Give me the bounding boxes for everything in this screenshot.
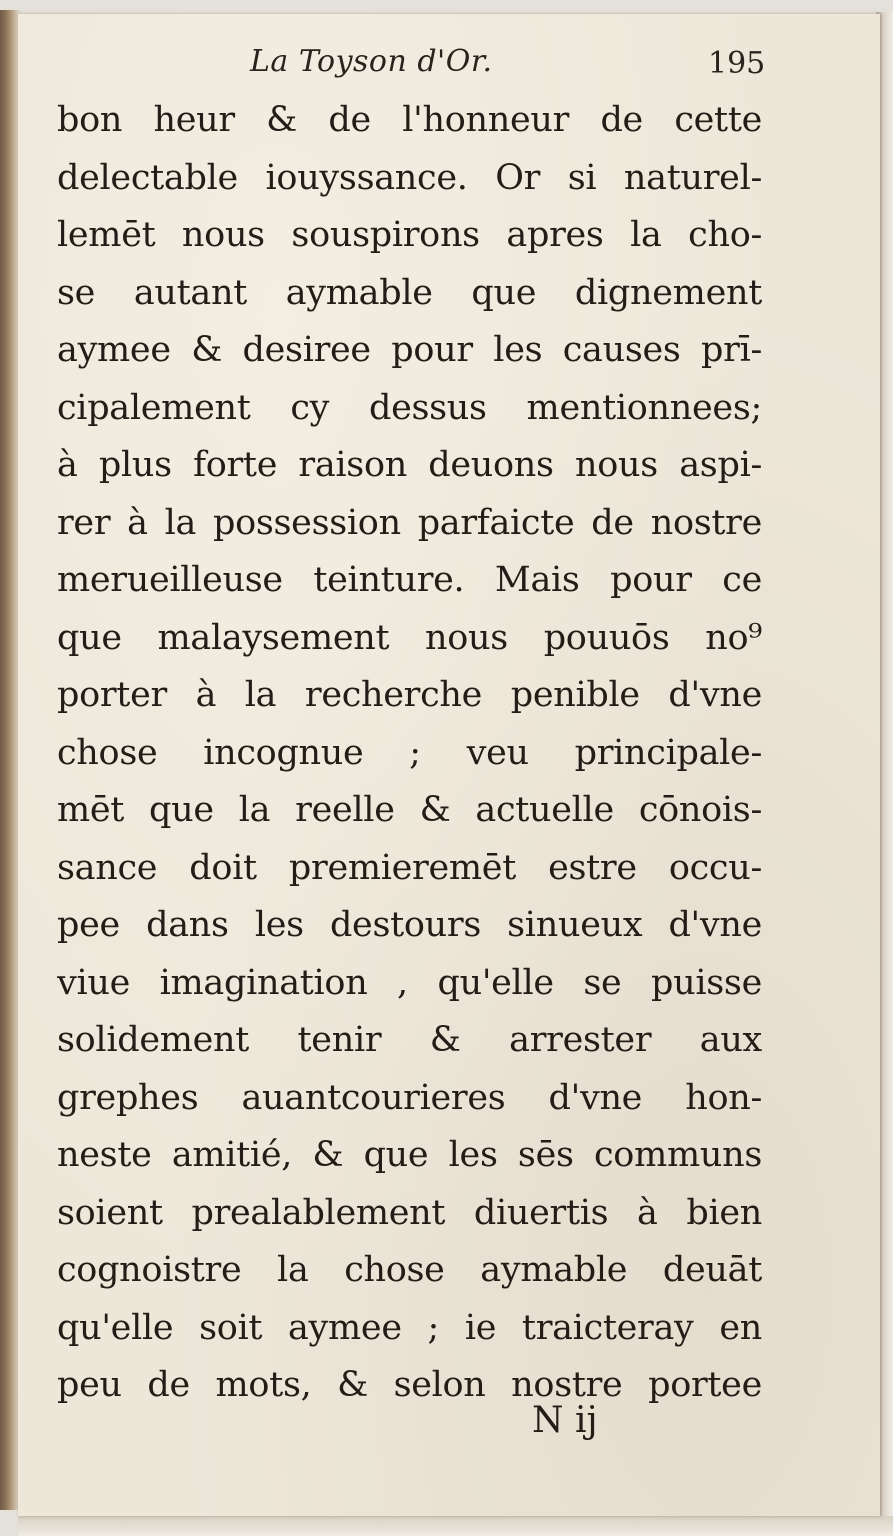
text-line: se autant aymable que dignement (57, 272, 762, 313)
text-line: pee dans les destours sinueux d'vne (57, 905, 762, 945)
page-number: 195 (708, 46, 766, 81)
text-line: que malaysement nous pouuōs no⁹ (57, 617, 762, 658)
text-line: rer à la possession parfaicte de nostre (57, 502, 762, 543)
signature-mark: N ij (532, 1400, 598, 1441)
text-line: sance doit premieremēt estre occu- (57, 847, 762, 888)
body-text (57, 92, 762, 1415)
text-line: lemēt nous souspirons apres la cho- (57, 215, 762, 255)
page-bottom-edge (18, 1516, 893, 1536)
text-line: mēt que la reelle & actuelle cōnois- (57, 790, 762, 830)
text-line: neste amitié, & que les sēs communs (57, 1135, 762, 1175)
text-line: soient prealablement diuertis à bien (57, 1192, 762, 1233)
text-line: grephes auantcourieres d'vne hon- (57, 1077, 762, 1118)
text-line: aymee & desiree pour les causes prī- (57, 330, 762, 370)
text-line: porter à la recherche penible d'vne (57, 675, 762, 715)
text-line: bon heur & de l'honneur de cette (57, 100, 762, 140)
running-head: La Toyson d'Or. (250, 44, 493, 79)
text-line: merueilleuse teinture. Mais pour ce (57, 560, 762, 600)
text-line: cipalement cy dessus mentionnees; (57, 387, 762, 428)
text-line: solidement tenir & arrester aux (57, 1020, 762, 1060)
text-line: viue imagination , qu'elle se puisse (57, 962, 762, 1003)
text-line: cognoistre la chose aymable deuāt (57, 1250, 762, 1290)
text-line: delectable iouyssance. Or si naturel- (57, 157, 762, 198)
text-line: qu'elle soit aymee ; ie traicteray en (57, 1307, 762, 1348)
text-line: chose incognue ; veu principale- (57, 732, 762, 773)
text-line: peu de mots, & selon nostre portee (57, 1365, 762, 1405)
text-line: à plus forte raison deuons nous aspi- (57, 445, 762, 485)
